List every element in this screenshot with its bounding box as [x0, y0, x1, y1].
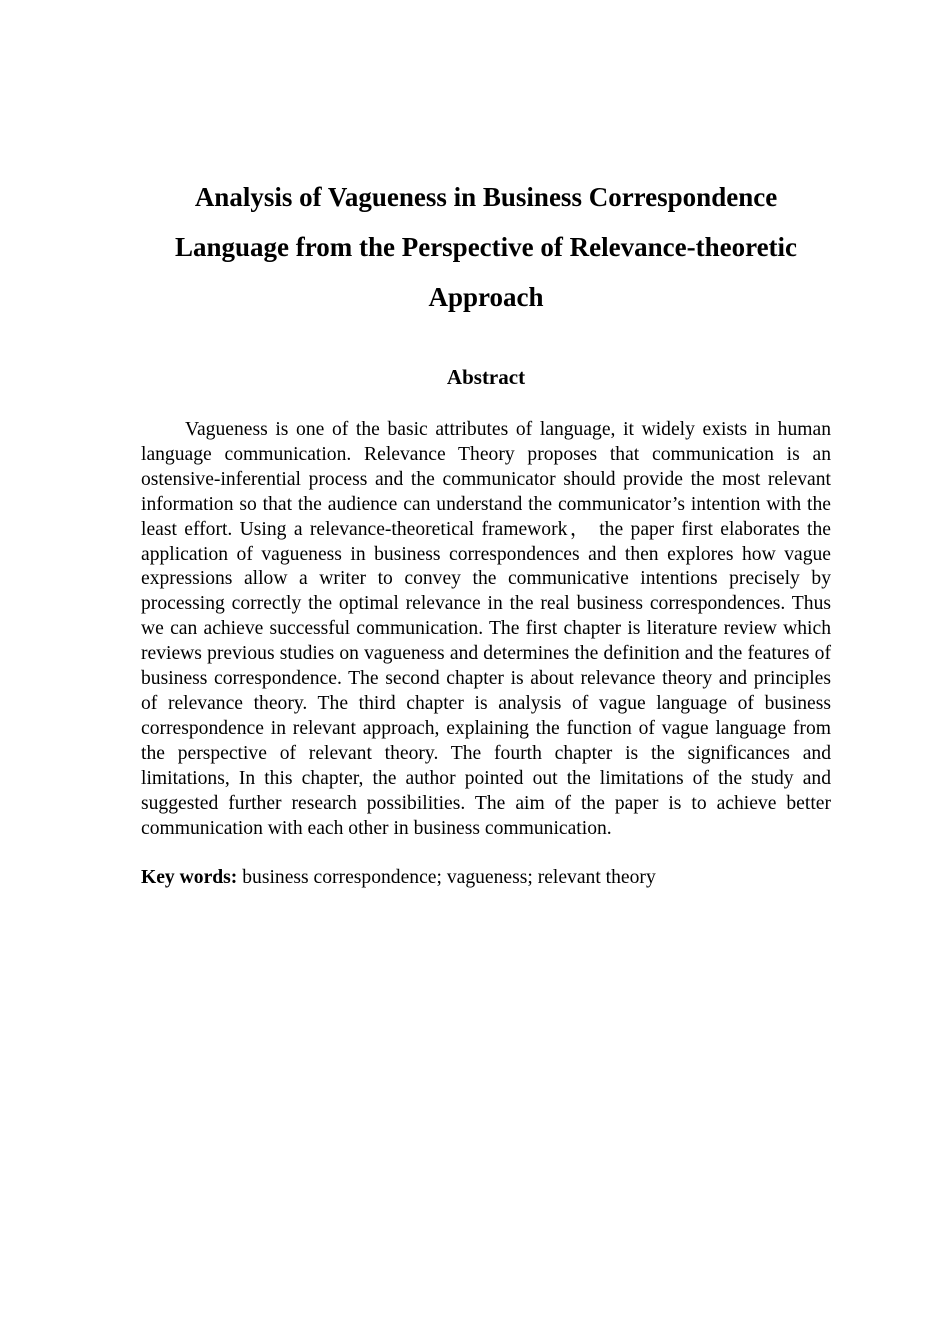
- keywords-line: [141, 865, 831, 890]
- keywords-label: Key words:: [141, 867, 238, 889]
- document-page: [141, 172, 831, 890]
- keywords-value: business correspondence; vagueness; relevant theory: [242, 867, 656, 889]
- abstract-paragraph: Vagueness is one of the basic attributes of language, it widely exists in human language communication. Relevance Theory proposes that communication is an ostensive-inferential process and the communicator should provide the most relevant information so that the audience can understand the communicator’s intention with the least effort. Using a relevance-theoretical framework， the paper first elaborates the application of vagueness in business correspondences and then explores how vague expressions allow a writer to convey the communicative intentions precisely by processing correctly the optimal relevance in the real business correspondences. Thus we can achieve successful communication. The first chapter is literature review which reviews previous studies on vagueness and determines the definition and the features of business correspondence. The second chapter is about relevance theory and principles of relevance theory. The third chapter is analysis of vague language of business correspondence in relevant approach, explaining the function of vague language from the perspective of relevant theory. The fourth chapter is the significances and limitations, In this chapter, the author pointed out the limitations of the study and suggested further research possibilities. The aim of the paper is to achieve better communication with each other in business communication.: [141, 419, 831, 839]
- paper-title: Analysis of Vagueness in Business Correspondence Language from the Perspective of Relevance-theoretic Approach: [174, 182, 798, 312]
- abstract-heading: Abstract: [446, 365, 526, 389]
